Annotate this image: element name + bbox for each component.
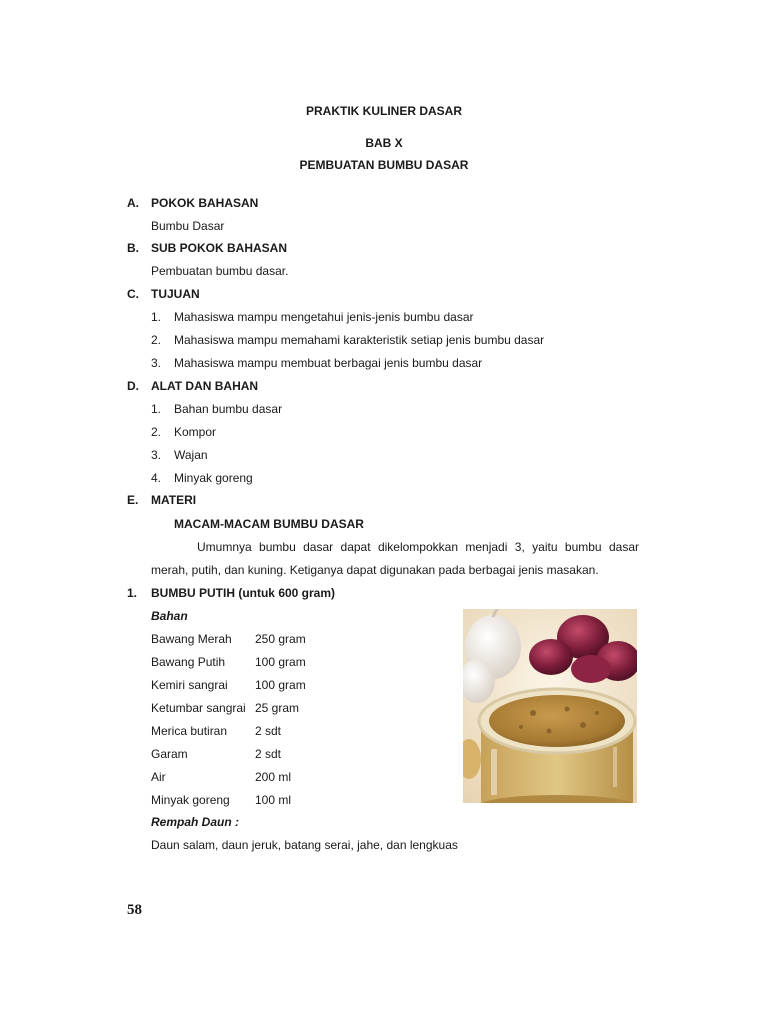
- section-d-heading: ALAT DAN BAHAN: [151, 379, 259, 393]
- ingredient-name: Bawang Merah: [151, 632, 232, 646]
- ingredient-name: Minyak goreng: [151, 793, 230, 807]
- list-item-number: 3.: [151, 448, 162, 462]
- list-item: Bahan bumbu dasar: [174, 402, 283, 416]
- section-c-heading: TUJUAN: [151, 287, 200, 301]
- list-item-number: 2.: [151, 425, 162, 439]
- ingredient-name: Kemiri sangrai: [151, 678, 228, 692]
- list-item: Mahasiswa mampu memahami karakteristik setiap jenis bumbu dasar: [174, 333, 545, 347]
- ingredient-name: Merica butiran: [151, 724, 228, 738]
- section-a-heading: POKOK BAHASAN: [151, 196, 259, 210]
- list-item-number: 2.: [151, 333, 162, 347]
- ingredient-qty: 2 sdt: [255, 747, 282, 761]
- ingredient-qty: 100 gram: [255, 655, 306, 669]
- ingredient-name: Ketumbar sangrai: [151, 701, 246, 715]
- list-item: Mahasiswa mampu membuat berbagai jenis bumbu dasar: [174, 356, 483, 370]
- spices-label: Rempah Daun :: [151, 815, 240, 829]
- list-item: Kompor: [174, 425, 217, 439]
- section-e-heading: MATERI: [151, 493, 197, 507]
- ingredient-name: Air: [151, 770, 166, 784]
- section-c-marker: C.: [127, 287, 139, 301]
- recipe-heading: BUMBU PUTIH (untuk 600 gram): [151, 586, 336, 600]
- list-item-number: 1.: [151, 310, 162, 324]
- list-item-number: 4.: [151, 471, 162, 485]
- paragraph-text: Umumnya bumbu dasar dapat dikelompokkan menjadi 3, yaitu bumbu dasar merah, putih, dan kuning. Ketiganya dapat digunakan pada berbagai jenis masakan.: [151, 540, 639, 577]
- document-title: PRAKTIK KULINER DASAR: [306, 104, 462, 118]
- spices-text: Daun salam, daun jeruk, batang serai, jahe, dan lengkuas: [151, 838, 458, 852]
- ingredients-label: Bahan: [151, 609, 188, 623]
- recipe-marker: 1.: [127, 586, 138, 600]
- section-a-text: Bumbu Dasar: [151, 219, 225, 233]
- section-b-heading: SUB POKOK BAHASAN: [151, 241, 288, 255]
- ingredient-name: Garam: [151, 747, 188, 761]
- chapter-number: BAB X: [365, 136, 403, 150]
- list-item: Minyak goreng: [174, 471, 253, 485]
- chapter-title: PEMBUATAN BUMBU DASAR: [299, 158, 469, 172]
- section-e-paragraph: [151, 536, 639, 582]
- ingredient-qty: 25 gram: [255, 701, 300, 715]
- list-item-number: 1.: [151, 402, 162, 416]
- section-b-marker: B.: [127, 241, 139, 255]
- section-b-text: Pembuatan bumbu dasar.: [151, 264, 289, 278]
- page-number: 58: [127, 902, 142, 918]
- list-item: Wajan: [174, 448, 208, 462]
- section-e-marker: E.: [127, 493, 139, 507]
- ingredient-qty: 200 ml: [255, 770, 292, 784]
- ingredient-name: Bawang Putih: [151, 655, 226, 669]
- ingredient-qty: 250 gram: [255, 632, 306, 646]
- bumbu-jar-photo: [463, 609, 637, 803]
- section-e-subheading: MACAM-MACAM BUMBU DASAR: [174, 517, 364, 531]
- ingredient-qty: 100 gram: [255, 678, 306, 692]
- list-item: Mahasiswa mampu mengetahui jenis-jenis bumbu dasar: [174, 310, 474, 324]
- section-a-marker: A.: [127, 196, 139, 210]
- list-item-number: 3.: [151, 356, 162, 370]
- ingredient-qty: 2 sdt: [255, 724, 282, 738]
- ingredient-qty: 100 ml: [255, 793, 292, 807]
- section-d-marker: D.: [127, 379, 139, 393]
